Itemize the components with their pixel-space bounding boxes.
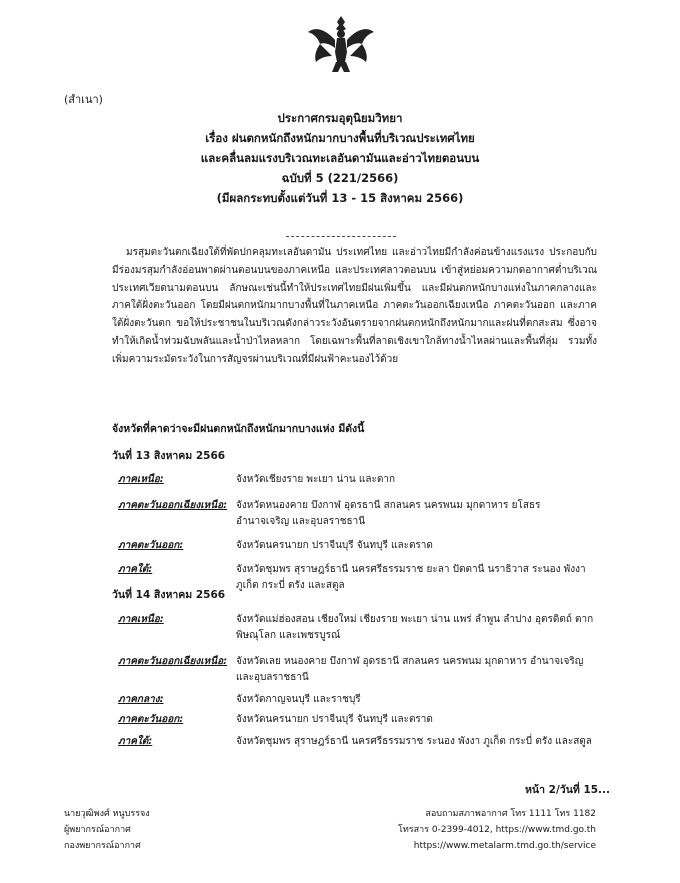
signer-name: นายวุฒิพงศ์ หนูบรรจง [64, 809, 150, 819]
subject-line-2: และคลื่นลมแรงบริเวณทะเลอันดามันและอ่าวไทยตอนบน [200, 151, 480, 165]
garuda-emblem-icon [306, 14, 376, 76]
region-label: ภาคตะวันออก: [118, 714, 184, 725]
signature-block [64, 806, 150, 854]
region-label: ภาคใต้: [118, 736, 153, 747]
header-divider [286, 236, 396, 237]
subject-line: เรื่อง ฝนตกหนักถึงหนักมากบางพื้นที่บริเวณประเทศไทย [205, 131, 475, 145]
date-heading-day1: วันที่ 13 สิงหาคม 2566 [112, 450, 226, 462]
province-list: จังหวัดนครนายก ปราจีนบุรี จันทบุรี และตราด [236, 540, 433, 551]
province-list: จังหวัดเชียงราย พะเยา น่าน และตาก [236, 474, 396, 485]
section-heading: จังหวัดที่คาดว่าจะมีฝนตกหนักถึงหนักมากบางแห่ง มีดังนี้ [112, 423, 365, 435]
contact-fax-web: โทรสาร 0-2399-4012, https://www.tmd.go.th [398, 825, 596, 835]
province-list: จังหวัดเลย หนองคาย บึงกาฬ อุดรธานี สกลนคร นครพนม มุกดาหาร อำนาจเจริญ และอุบลราชธานี [236, 656, 584, 683]
province-list: จังหวัดแม่ฮ่องสอน เชียงใหม่ เชียงราย พะเยา น่าน แพร่ ลำพูน ลำปาง อุตรดิตถ์ ตาก พิษณุโลก และเพชรบูรณ์ [236, 614, 594, 641]
province-list: จังหวัดกาญจนบุรี และราชบุรี [236, 694, 361, 705]
region-label: ภาคกลาง: [118, 694, 164, 705]
region-label: ภาคตะวันออก: [118, 540, 184, 551]
province-list: จังหวัดนครนายก ปราจีนบุรี จันทบุรี และตราด [236, 714, 433, 725]
signer-division: กองพยากรณ์อากาศ [64, 841, 141, 851]
signer-title: ผู้พยากรณ์อากาศ [64, 825, 131, 835]
province-list: จังหวัดหนองคาย บึงกาฬ อุดรธานี สกลนคร นครพนม มุกดาหาร ยโสธร อำนาจเจริญ และอุบลราชธานี [236, 500, 541, 527]
contact-service-url: https://www.metalarm.tmd.go.th/service [413, 841, 596, 851]
contact-block [398, 806, 596, 854]
issuer-title: ประกาศกรมอุตุนิยมวิทยา [277, 111, 403, 125]
issue-number: ฉบับที่ 5 (221/2566) [281, 171, 399, 185]
region-label: ภาคใต้: [118, 564, 153, 575]
region-label: ภาคเหนือ: [118, 614, 164, 625]
region-label: ภาคตะวันออกเฉียงเหนือ: [118, 500, 228, 511]
announcement-header [100, 108, 580, 208]
region-label: ภาคตะวันออกเฉียงเหนือ: [118, 656, 228, 667]
province-list: จังหวัดชุมพร สุราษฎร์ธานี นครศรีธรรมราช ยะลา ปัตตานี นราธิวาส ระนอง พังงา ภูเก็ต กระบี่ ตรัง และสตูล [236, 564, 586, 591]
region-label: ภาคเหนือ: [118, 474, 164, 485]
contact-phone: สอบถามสภาพอากาศ โทร 1111 โทร 1182 [425, 809, 596, 819]
date-heading-day2: วันที่ 14 สิงหาคม 2566 [112, 589, 226, 601]
copy-label: (สำเนา) [64, 93, 103, 106]
province-list: จังหวัดชุมพร สุราษฎร์ธานี นครศรีธรรมราช ระนอง พังงา ภูเก็ต กระบี่ ตรัง และสตูล [236, 736, 592, 747]
page-continuation: หน้า 2/วันที่ 15... [525, 784, 611, 796]
effective-dates: (มีผลกระทบตั้งแต่วันที่ 13 - 15 สิงหาคม 2566) [216, 191, 464, 205]
body-paragraph: มรสุมตะวันตกเฉียงใต้ที่พัดปกคลุมทะเลอันดามัน ประเทศไทย และอ่าวไทยมีกำลังค่อนข้างแรงแรง ประกอบกับมีร่องมรสุมกำลังอ่อนพาดผ่านตอนบนของภาคเหนือ และประเทศลาวตอนบน เข้าสู่หย่อมความกดอากาศต่ำบริเวณประเทศเวียดนามตอนบน ลักษณะเช่นนี้ทำให้ประเทศไทยมีฝนเพิ่มขึ้น และมีฝนตกหนักบางแห่งในภาคกลางและภาคใต้ฝั่งตะวันออก โดยมีฝนตกหนักมากบางพื้นที่ในภาคเหนือ ภาคตะวันออกเฉียงเหนือ ภาคตะวันออก และภาคใต้ฝั่งตะวันตก ขอให้ประชาชนในบริเวณดังกล่าวระวังอันตรายจากฝนตกหนักถึงหนักมากและฝนที่ตกสะสม ซึ่งอาจทำให้เกิดน้ำท่วมฉับพลันและน้ำป่าไหลหลาก โดยเฉพาะพื้นที่ลาดเชิงเขาใกล้ทางน้ำไหลผ่านและพื้นที่ลุ่ม รวมทั้งเพิ่มความระมัดระวังในการสัญจรผ่านบริเวณที่มีฝนฟ้าคะนองไว้ด้วย [112, 247, 597, 365]
